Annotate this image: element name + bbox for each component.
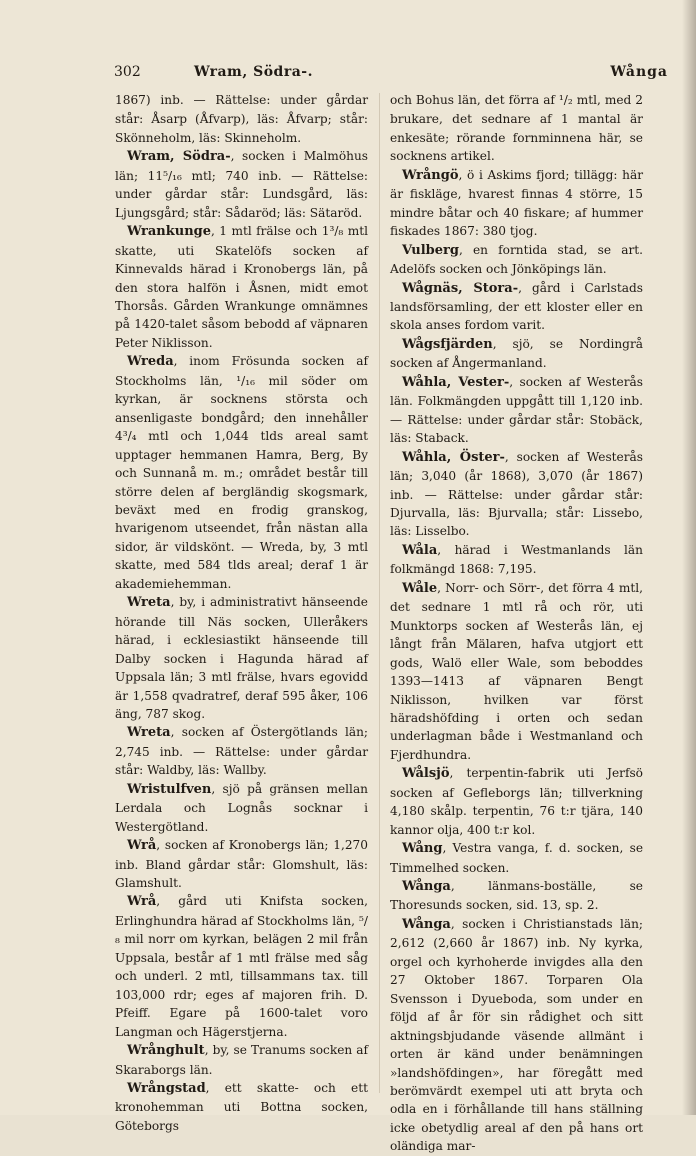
entry bbox=[390, 579, 643, 765]
entry bbox=[115, 91, 368, 147]
entry-text: , terpentin-fabrik uti Jerfsö socken af Gefleborgs län; tillverkning 4,180 skålp. terpentin, 76 t:r tjära, 140 kannor olja, 400 t:r kol. bbox=[390, 766, 643, 837]
entry-headword: Wåla bbox=[402, 542, 438, 558]
entry-text: , socken af Östergötlands län; 2,745 inb. — Rättelse: under gårdar står: Waldby, läs: Wallby. bbox=[115, 725, 368, 778]
entry-text: , gård i Carlstads landsförsamling, der ett kloster eller en skola anses fordom varit. bbox=[390, 280, 643, 333]
entry bbox=[390, 241, 643, 279]
entry bbox=[115, 1079, 368, 1135]
entry-headword: Wrångö bbox=[402, 167, 459, 183]
entry-text: , socken af Westerås län. Folkmängden uppgått till 1,120 inb. — Rättelse: under gårdar står: Stobäck, läs: Staback. bbox=[390, 374, 643, 446]
entry bbox=[390, 764, 643, 839]
page-number: 302 bbox=[114, 64, 141, 80]
entry-headword: Wålsjö bbox=[402, 766, 450, 782]
entry-headword: Wrankunge bbox=[127, 224, 212, 240]
page-edge-shadow bbox=[682, 0, 696, 1115]
entry-text: , Norr- och Sörr-, det förra 4 mtl, det sednare 1 mtl rå och rör, uti Munktorps socken af Westerås län, ej långt från Mälaren, hafva utgjort ett gods, Walö eller Wale, som beboddes 1393—1413 af väpnaren Bengt Niklisson, hvilken var först häradshöfding i orten och sedan underlagman både i Westmanland och Fjerdhundra. bbox=[390, 580, 643, 762]
entry-text: , socken i Malmöhus län; 11⁵/₁₆ mtl; 740 inb. — Rättelse: under gårdar står: Lundsgård, läs: Ljungsgård; står: Sådaröd; läs: Sätaröd. bbox=[115, 149, 368, 220]
entry bbox=[390, 448, 643, 541]
entry-headword: Wrå bbox=[127, 894, 157, 910]
running-head-left: Wram, Södra-. bbox=[194, 64, 313, 80]
entry-text: , socken i Christianstads län; 2,612 (2,660 år 1867) inb. Ny kyrka, orgel och kyrhoherde invigdes alla den 27 Oktober 1867. Torparen Ola Svensson i Dyueboda, som under en följd af år för sin rådighet och sitt aktningsbjudande väsende allmänt i orten är känd under benämningen »landshöfdingen», har föregått med berömvärdt exempel uti att bryta och odla en i förhållande till hans ställning icke obetydlig areal af den på hans ort oländiga mar- bbox=[390, 916, 643, 1154]
entry bbox=[115, 723, 368, 779]
entry-headword: Wånga bbox=[402, 916, 451, 932]
entry-headword: Wåhla, Vester- bbox=[402, 374, 510, 390]
entry-text: , Vestra vanga, f. d. socken, se Timmelhed socken. bbox=[390, 841, 643, 875]
entry bbox=[115, 147, 368, 222]
entry bbox=[115, 1041, 368, 1079]
entry-headword: Wreda bbox=[127, 354, 174, 370]
entry bbox=[115, 780, 368, 836]
entry bbox=[115, 593, 368, 723]
entry bbox=[390, 279, 643, 335]
left-column bbox=[115, 91, 368, 1135]
entry bbox=[115, 352, 368, 593]
entry-text: , inom Frösunda socken af Stockholms län, ¹/₁₆ mil söder om kyrkan, är socknens största och ansenligaste bondgård; den innehåller 4³/₄ mtl och 1,044 tlds areal samt upptager hemmanen Hamra, Berg, By och Sunnanå m. m.; området består till större delen af bergländig skogsmark, beväxt med en frodig granskog, hvarigenom utseendet, från nästan alla sidor, är vildskönt. — Wreda, by, 3 mtl skatte, med 584 tlds areal; deraf 1 är akademiehemman. bbox=[115, 354, 368, 591]
entry bbox=[390, 915, 643, 1156]
entry-text: 1867) inb. — Rättelse: under gårdar står: Åsarp (Åfvarp), läs: Åfvarp; står: Skönneholm, läs: Skinneholm. bbox=[115, 93, 368, 145]
entry-headword: Wrå bbox=[127, 838, 157, 854]
entry bbox=[390, 335, 643, 373]
entry-text: , ö i Askims fjord; tillägg: här är fiskläge, hvarest finnas 4 större, 15 mindre båtar och 40 fiskare; af hummer fiskades 1867: 380 tjog. bbox=[390, 167, 643, 239]
entry-text: , en forntida stad, se art. Adelöfs socken och Jönköpings län. bbox=[390, 242, 643, 277]
entry-text: , by, se Tranums socken af Skaraborgs län. bbox=[115, 1043, 368, 1077]
entry bbox=[390, 373, 643, 448]
entry-text: och Bohus län, det förra af ¹/₂ mtl, med 2 brukare, det sednare af 1 mantal är enkesäte; rörande fornminnena här, se socknens artikel. bbox=[390, 93, 643, 164]
entry-text: , länmans-boställe, se Thoresunds socken, sid. 13, sp. 2. bbox=[390, 879, 643, 913]
column-divider bbox=[379, 93, 380, 1093]
entry-headword: Wrångstad bbox=[127, 1081, 206, 1097]
entry-text: , by, i administrativt hänseende hörande till Näs socken, Ulleråkers härad, i ecklesiastikt hänseende till Dalby socken i Hagunda härad af Uppsala län; 3 mtl frälse, hvars egovidd är 1,558 qvadratref, deraf 595 åker, 106 äng, 787 skog. bbox=[115, 595, 368, 721]
entry-headword: Wåle bbox=[402, 580, 438, 596]
entry bbox=[115, 222, 368, 352]
entry-headword: Wåhla, Öster- bbox=[402, 449, 505, 465]
entry bbox=[390, 166, 643, 241]
entry-headword: Wreta bbox=[127, 725, 171, 741]
entry-text: , socken af Kronobergs län; 1,270 inb. Bland gårdar står: Glomshult, läs: Glamshult. bbox=[115, 838, 368, 891]
entry bbox=[115, 892, 368, 1041]
entry-text: , sjö på gränsen mellan Lerdala och Lognås socknar i Westergötland. bbox=[115, 781, 368, 834]
entry-headword: Wågsfjärden bbox=[402, 336, 493, 352]
entry-text: , gård uti Knifsta socken, Erlinghundra härad af Stockholms län, ⁵/₈ mil norr om kyrkan, belägen 2 mil från Uppsala, består af 1 mtl frälse med såg och underl. 2 mtl, tillsammans tax. till 103,000 rdr; eges af majoren frih. D. Pfeiff. Egare på 1600-talet voro Langman och Hägerstjerna. bbox=[115, 894, 368, 1039]
entry-text: , härad i Westmanlands län folkmängd 1868: 7,195. bbox=[390, 542, 643, 577]
entry-headword: Wristulfven bbox=[127, 781, 212, 797]
entry-headword: Wånga bbox=[402, 879, 451, 895]
running-header bbox=[114, 64, 668, 86]
entry-text: , socken af Westerås län; 3,040 (år 1868), 3,070 (år 1867) inb. — Rättelse: under gårdar står: Djurvalla, läs: Bjurvalla; står: Lissebo, läs: Lisselbo. bbox=[390, 449, 644, 539]
entry bbox=[390, 91, 643, 166]
entry-text: , 1 mtl frälse och 1³/₈ mtl skatte, uti Skatelöfs socken af Kinnevalds härad i Kronobergs län, på den stora halfön i Åsnen, midt emot Thorsås. Gården Wrankunge omnämnes på 1420-talet såsom bebodd af väpnaren Peter Niklisson. bbox=[115, 224, 368, 350]
entry bbox=[390, 877, 643, 915]
entry-headword: Wång bbox=[402, 841, 443, 857]
entry-headword: Wram, Södra- bbox=[127, 149, 231, 165]
running-head-right: Wånga bbox=[610, 64, 668, 80]
entry-text: , ett skatte- och ett kronohemman uti Bottna socken, Göteborgs bbox=[115, 1081, 368, 1133]
entry-headword: Wrånghult bbox=[127, 1043, 205, 1059]
entry bbox=[390, 839, 643, 877]
entry-headword: Wågnäs, Stora- bbox=[402, 280, 519, 296]
right-column bbox=[390, 91, 643, 1156]
entry-headword: Wreta bbox=[127, 595, 171, 611]
entry bbox=[115, 836, 368, 892]
entry-text: , sjö, se Nordingrå socken af Ångermanland. bbox=[390, 336, 643, 371]
entry-headword: Vulberg bbox=[402, 242, 459, 258]
entry bbox=[390, 541, 643, 579]
